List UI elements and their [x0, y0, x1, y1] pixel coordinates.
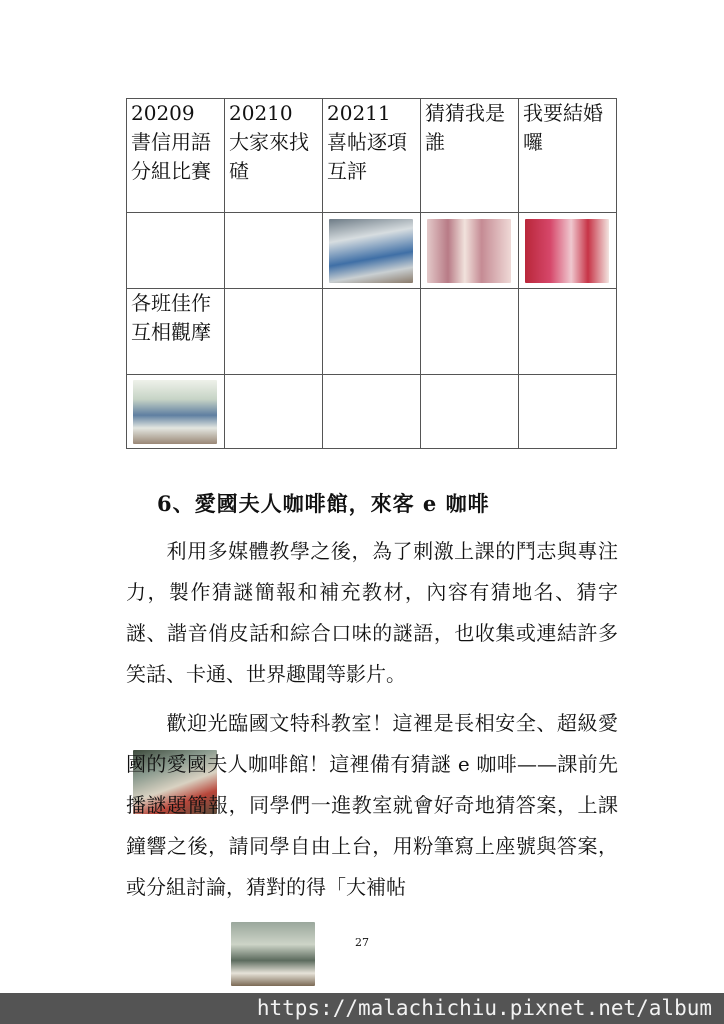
table-cell: 20209 書信用語分組比賽	[127, 99, 225, 213]
table-cell	[421, 375, 519, 449]
paragraph-text: 利用多媒體教學之後，為了刺激上課的鬥志與專注力，製作猜謎簡報和補充教材，內容有猜地名、猜字謎、諧音俏皮話和綜合口味的謎語，也收集或連結許多笑話、卡通、世界趣聞等影片。	[126, 539, 618, 686]
table-cell	[323, 213, 421, 289]
table-cell	[421, 213, 519, 289]
table-row	[127, 289, 617, 375]
table-row	[127, 375, 617, 449]
table-cell	[421, 289, 519, 375]
paragraph-intro	[126, 531, 618, 695]
activity-table	[126, 98, 617, 449]
section-heading: 6、愛國夫人咖啡館，來客 e 咖啡	[157, 491, 490, 516]
table-row	[127, 213, 617, 289]
table-cell: 20210 大家來找碴	[225, 99, 323, 213]
table-cell: 各班佳作互相觀摩	[127, 289, 225, 375]
paragraph-cafe	[126, 703, 618, 908]
table-cell: 20211 喜帖逐項互評	[323, 99, 421, 213]
table-cell	[519, 213, 617, 289]
table-cell	[225, 375, 323, 449]
classroom-photo	[329, 219, 413, 283]
table-cell	[323, 289, 421, 375]
classroom-photo	[133, 380, 217, 444]
page-number: 27	[355, 936, 369, 949]
table-cell	[225, 289, 323, 375]
table-cell: 猜猜我是誰	[421, 99, 519, 213]
table-cell	[225, 213, 323, 289]
table-cell	[519, 289, 617, 375]
table-row	[127, 99, 617, 213]
table-cell	[127, 375, 225, 449]
paragraph-text: 歡迎光臨國文特科教室！這裡是長相安全、超級愛國的愛國夫人咖啡館！這裡備有猜謎 e 咖啡——課前先播謎題簡報，同學們一進教室就會好奇地猜答案，上課鐘響之後，請同學自由上台，用粉筆寫上座號與答案，或分組討論，猜對的得「大補帖	[126, 711, 618, 899]
wedding-card-photo	[525, 219, 609, 283]
table-cell	[127, 213, 225, 289]
table-cell: 我要結婚囉	[519, 99, 617, 213]
poster-photo	[427, 219, 511, 283]
table-cell	[323, 375, 421, 449]
table-cell	[519, 375, 617, 449]
watermark-url: https://malachichiu.pixnet.net/album	[0, 993, 724, 1024]
classroom-photo	[231, 922, 315, 986]
